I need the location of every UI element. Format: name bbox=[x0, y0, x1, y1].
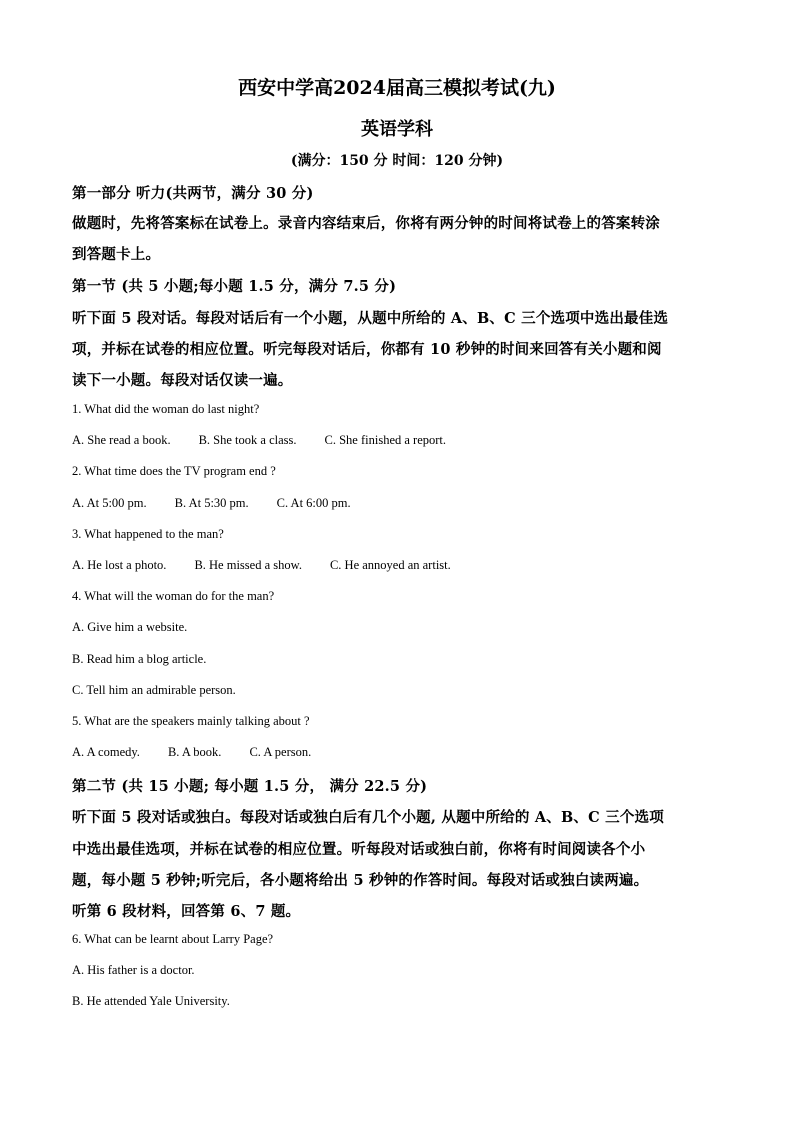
question-1-options bbox=[72, 433, 722, 448]
section1-instruction-line1: 听下面 5 段对话。每段对话后有一个小题，从题中所给的 A、B、C 三个选项中选出最佳选 bbox=[72, 310, 669, 327]
q6-option-b: B. He attended Yale University. bbox=[72, 994, 230, 1008]
section2-instruction-line3: 题，每小题 5 秒钟;听完后，各小题将给出 5 秒钟的作答时间。每段对话或独白读两遍。 bbox=[72, 872, 649, 889]
question-1: 1. What did the woman do last night? bbox=[72, 402, 260, 416]
q5-option-a: A. A comedy. bbox=[72, 745, 140, 759]
q6-option-a: A. His father is a doctor. bbox=[72, 963, 195, 977]
q3-option-a: A. He lost a photo. bbox=[72, 558, 167, 572]
section2-instruction-line1: 听下面 5 段对话或独白。每段对话或独白后有几个小题, 从题中所给的 A、B、C 三个选项 bbox=[72, 809, 664, 826]
exam-title: 西安中学高2024届高三模拟考试(九) bbox=[238, 77, 556, 99]
q2-option-a: A. At 5:00 pm. bbox=[72, 496, 147, 510]
q3-option-c: C. He annoyed an artist. bbox=[329, 558, 451, 572]
q5-option-c: C. A person. bbox=[249, 745, 312, 759]
part1-instruction-line1: 做题时，先将答案标在试卷上。录音内容结束后，你将有两分钟的时间将试卷上的答案转涂 bbox=[72, 215, 660, 232]
question-5-options bbox=[72, 745, 722, 760]
question-5: 5. What are the speakers mainly talking about ? bbox=[72, 714, 310, 728]
question-2-options bbox=[72, 496, 722, 511]
section1-instruction-line3: 读下一小题。每段对话仅读一遍。 bbox=[72, 372, 293, 389]
question-6: 6. What can be learnt about Larry Page? bbox=[72, 932, 274, 946]
q2-option-b: B. At 5:30 pm. bbox=[174, 496, 249, 510]
q5-option-b: B. A book. bbox=[167, 745, 222, 759]
q1-option-b: B. She took a class. bbox=[198, 433, 297, 447]
section2-heading: 第二节 (共 15 小题; 每小题 1.5 分， 满分 22.5 分) bbox=[72, 778, 428, 795]
material-6-prompt: 听第 6 段材料，回答第 6、7 题。 bbox=[72, 903, 301, 920]
q2-option-c: C. At 6:00 pm. bbox=[276, 496, 351, 510]
q4-option-a: A. Give him a website. bbox=[72, 620, 188, 634]
q3-option-b: B. He missed a show. bbox=[194, 558, 302, 572]
q4-option-c: C. Tell him an admirable person. bbox=[72, 683, 236, 697]
question-3-options bbox=[72, 558, 722, 573]
section1-instruction-line2: 项，并标在试卷的相应位置。听完每段对话后，你都有 10 秒钟的时间来回答有关小题和阅 bbox=[72, 341, 662, 358]
exam-info: (满分：150 分 时间：120 分钟) bbox=[290, 153, 504, 169]
section2-instruction-line2: 中选出最佳选项，并标在试卷的相应位置。听每段对话或独白前，你将有时间阅读各个小 bbox=[72, 841, 646, 858]
question-2: 2. What time does the TV program end ? bbox=[72, 464, 276, 478]
section1-heading: 第一节 (共 5 小题;每小题 1.5 分，满分 7.5 分) bbox=[72, 278, 397, 295]
question-3: 3. What happened to the man? bbox=[72, 527, 224, 541]
q1-option-c: C. She finished a report. bbox=[324, 433, 447, 447]
part1-heading: 第一部分 听力(共两节，满分 30 分) bbox=[72, 185, 314, 202]
q1-option-a: A. She read a book. bbox=[72, 433, 171, 447]
part1-instruction-line2: 到答题卡上。 bbox=[72, 246, 161, 263]
q4-option-b: B. Read him a blog article. bbox=[72, 652, 207, 666]
question-4: 4. What will the woman do for the man? bbox=[72, 589, 275, 603]
subject-title: 英语学科 bbox=[361, 119, 433, 140]
